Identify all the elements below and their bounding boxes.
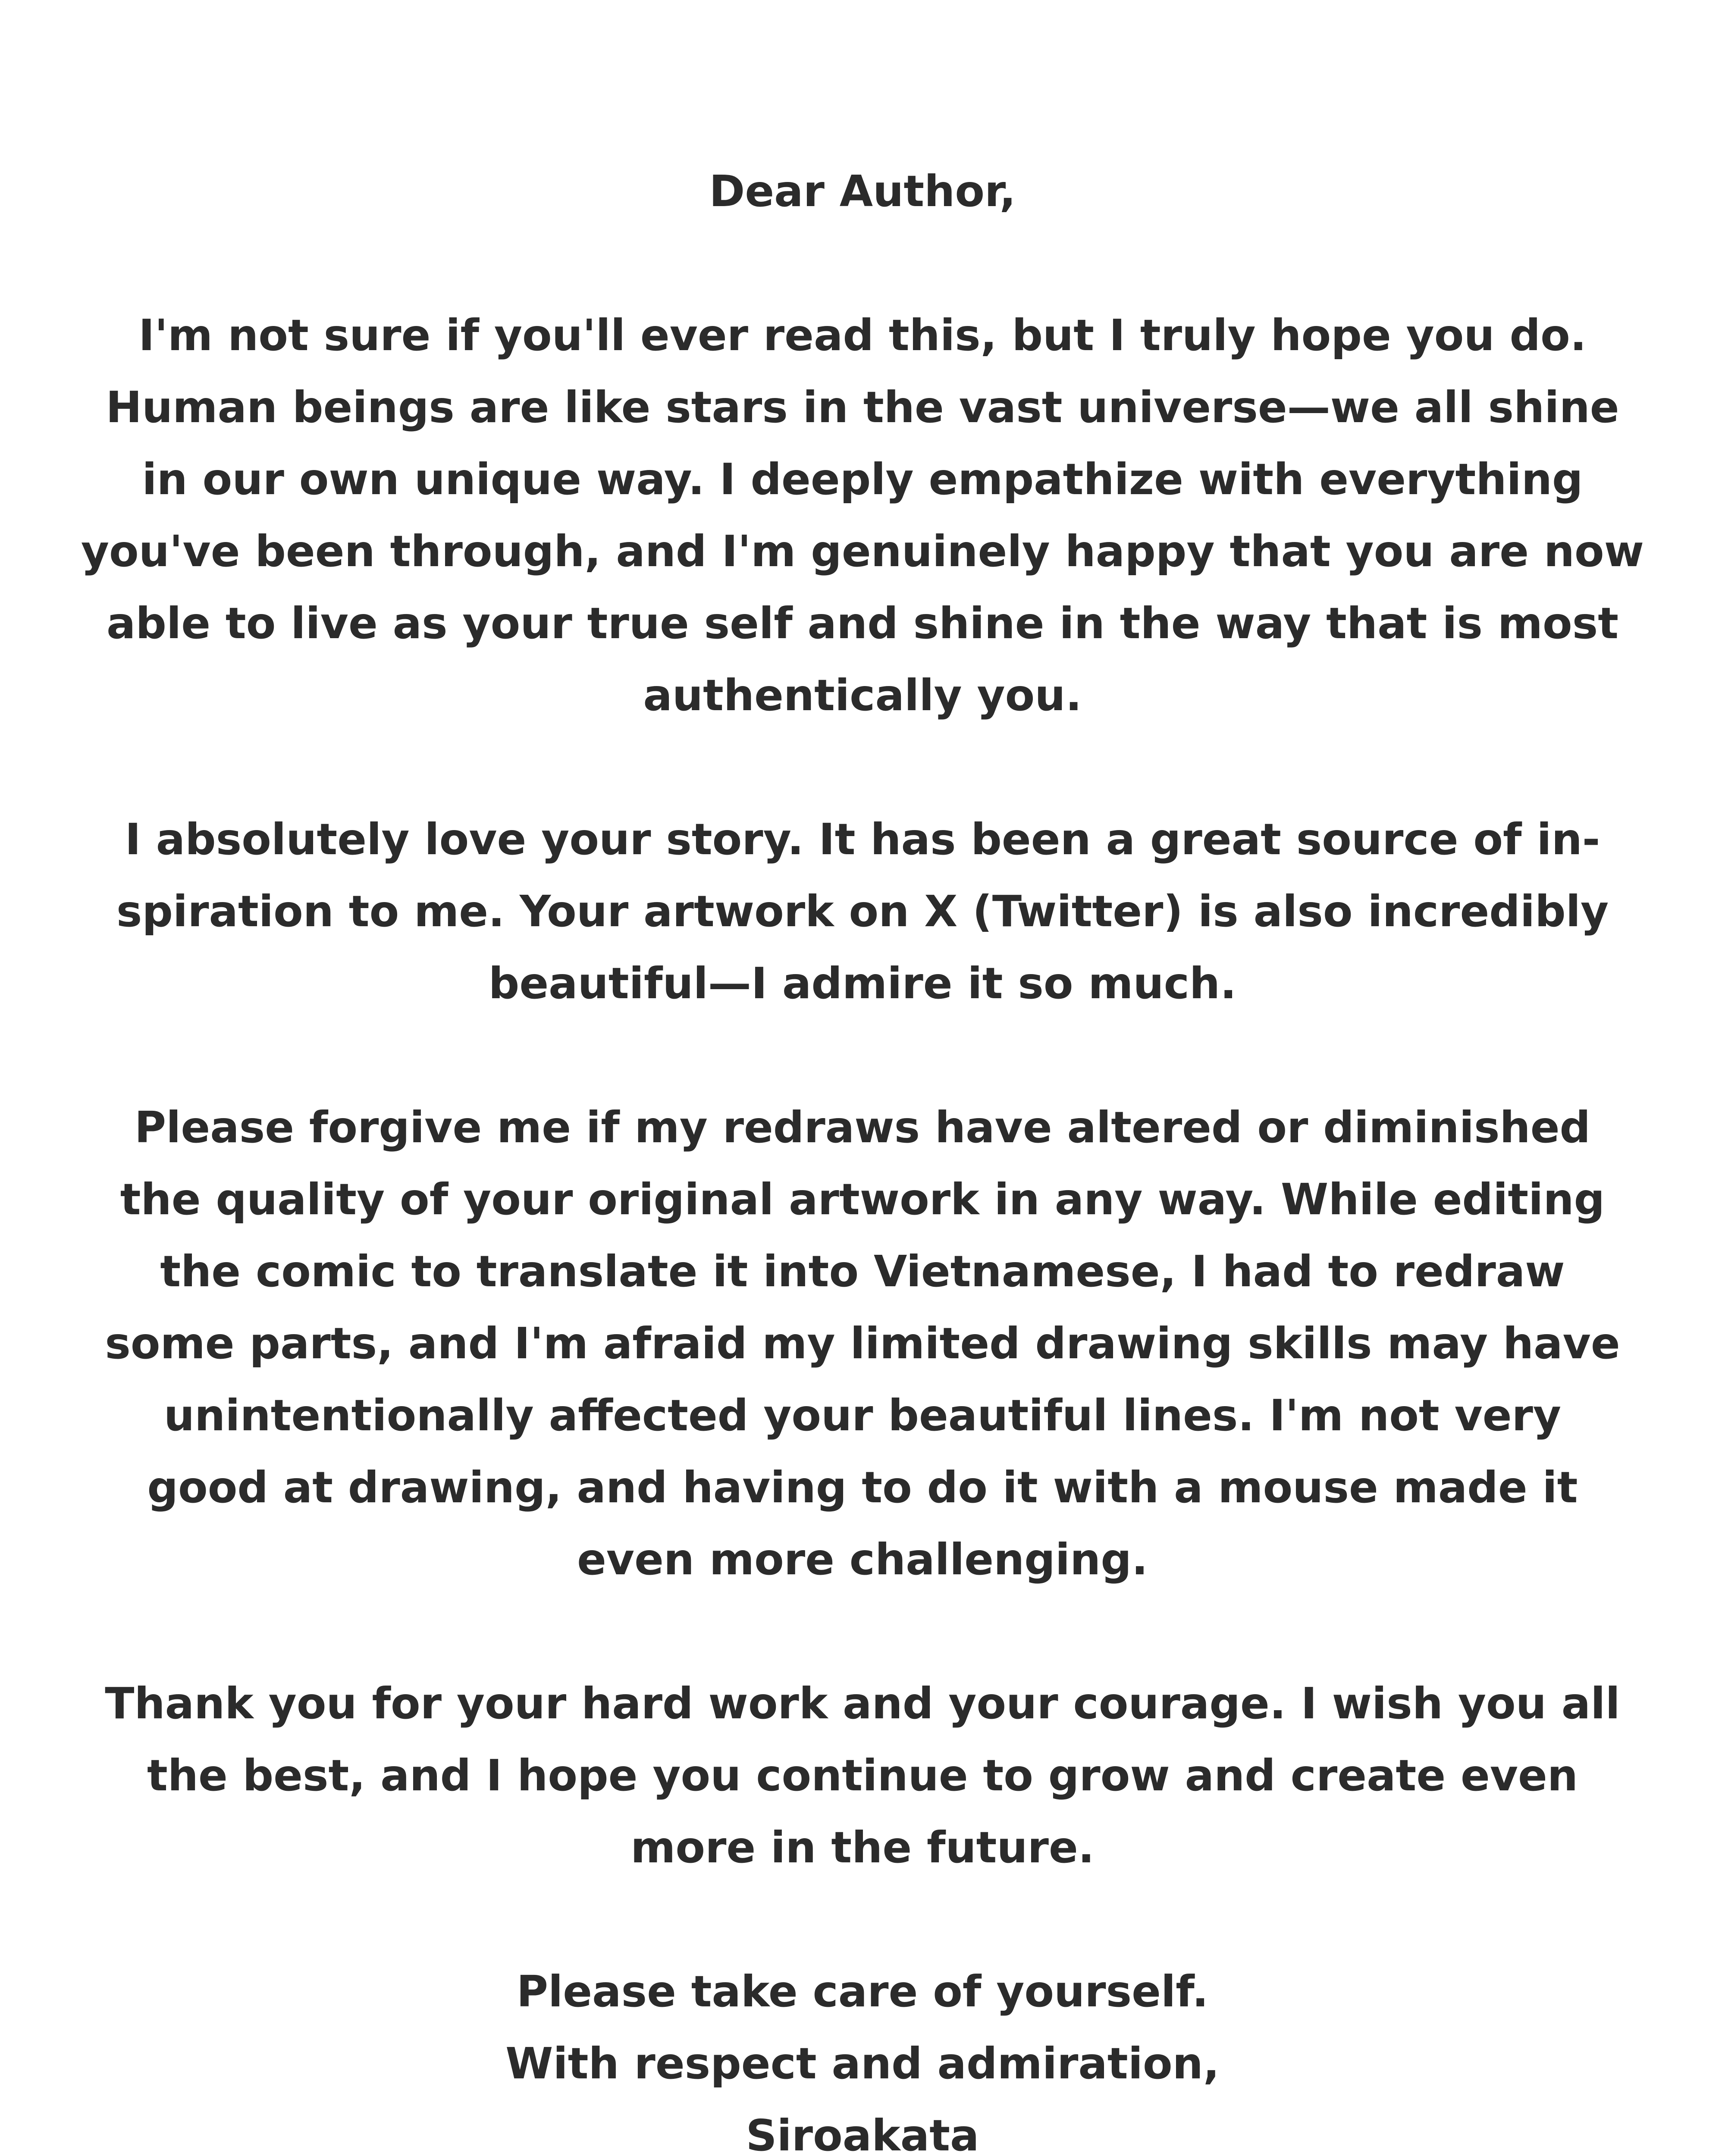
- paragraph-gap: [34, 1883, 1690, 1955]
- closing-line: Please take care of yourself.: [516, 1966, 1209, 2017]
- paragraph-gap: [34, 731, 1690, 803]
- letter-body: [34, 155, 1690, 2156]
- paragraph-gap: [34, 1595, 1690, 1667]
- paragraph-4: [34, 1667, 1690, 1883]
- paragraph-4-line: the best, and I hope you continue to grow and create even: [147, 1750, 1578, 1801]
- paragraph-3-line: unintentionally affected your beautiful lines. I'm not very: [163, 1390, 1562, 1441]
- paragraph-3-line: good at drawing, and having to do it with a mouse made it: [147, 1462, 1578, 1513]
- letter-closing: [34, 1955, 1690, 2156]
- paragraph-2-line: beautiful—I admire it so much.: [488, 958, 1237, 1009]
- paragraph-1-line: I'm not sure if you'll ever read this, but I truly hope you do.: [138, 310, 1587, 360]
- paragraph-gap: [34, 1019, 1690, 1091]
- paragraph-3-line: the quality of your original artwork in any way. While editing: [120, 1174, 1605, 1225]
- paragraph-1-line: authentically you.: [643, 670, 1082, 721]
- paragraph-2: [34, 803, 1690, 1019]
- paragraph-gap: [34, 227, 1690, 299]
- paragraph-1-line: able to live as your true self and shine in the way that is most: [106, 598, 1619, 649]
- paragraph-3-line: some parts, and I'm afraid my limited drawing skills may have: [105, 1318, 1620, 1369]
- paragraph-1-line: in our own unique way. I deeply empathize with everything: [142, 454, 1583, 505]
- paragraph-1-line: Human beings are like stars in the vast universe—we all shine: [106, 382, 1619, 432]
- paragraph-3-line: even more challenging.: [577, 1534, 1148, 1585]
- signature-name: Siroakata: [746, 2110, 979, 2156]
- paragraph-3-line: the comic to translate it into Vietnamese, I had to redraw: [160, 1246, 1565, 1297]
- paragraph-2-line: I absolutely love your story. It has been a great source of in-: [125, 814, 1600, 865]
- paragraph-4-line: Thank you for your hard work and your courage. I wish you all: [105, 1678, 1620, 1729]
- paragraph-4-line: more in the future.: [630, 1822, 1095, 1873]
- paragraph-1-line: you've been through, and I'm genuinely happy that you are now: [81, 526, 1644, 577]
- closing-line: With respect and admiration,: [505, 2038, 1220, 2089]
- paragraph-3-line: Please forgive me if my redraws have altered or diminished: [134, 1102, 1591, 1153]
- paragraph-2-line: spiration to me. Your artwork on X (Twitter) is also incredibly: [116, 886, 1609, 937]
- letter-greeting: Dear Author,: [709, 166, 1016, 216]
- paragraph-1: [34, 299, 1690, 731]
- paragraph-3: [34, 1091, 1690, 1595]
